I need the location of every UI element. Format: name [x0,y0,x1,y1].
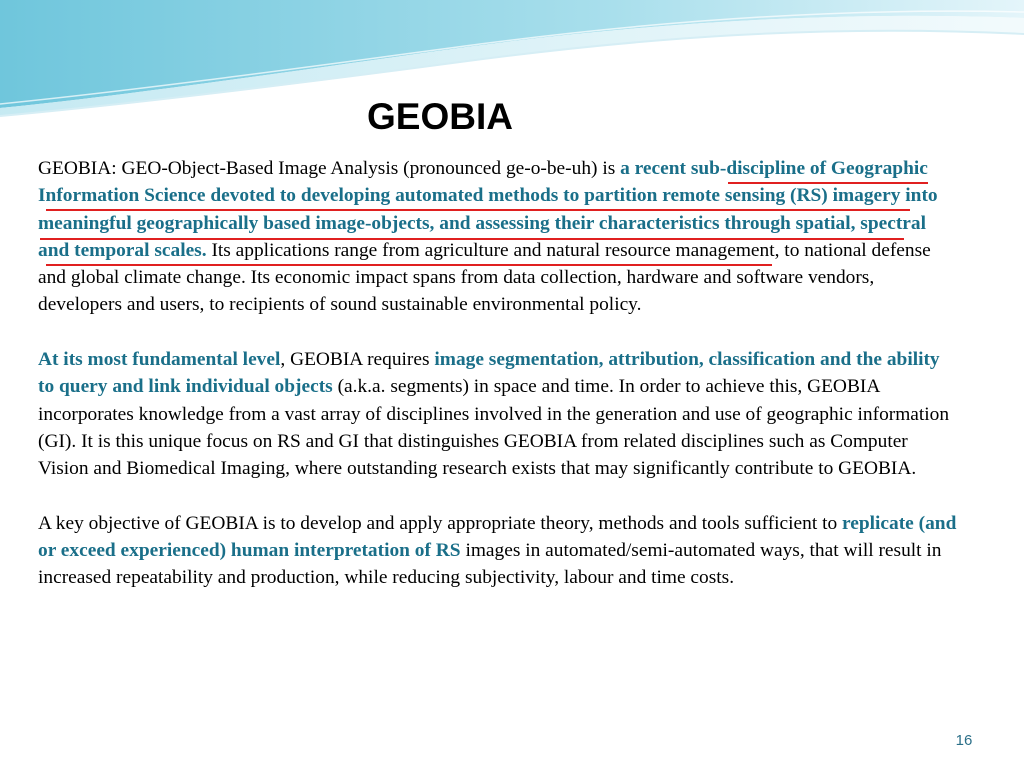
paragraph-1-highlight: a recent sub-discipline of Geographic Information Science devoted to developing automated methods to partition remote sensing (RS) imagery into meaningful geographically based image-objects, and assessing their characteristics through spatial, spectral and temporal scales. [38,158,938,261]
paragraph-3-text-b: images in automated/semi-automated ways, that will result in increased repeatability and production, while reducing subjectivity, labour and time costs. [38,540,942,589]
paragraph-2-highlight-a: At its most fundamental level [38,349,281,371]
slide-body [38,155,958,619]
red-underline-3 [40,238,904,240]
paragraph-3 [38,510,958,592]
paragraph-2-text-a: , GEOBIA requires [280,349,435,371]
paragraph-2 [38,346,958,482]
paragraph-1 [38,155,958,319]
slide-title: GEOBIA [367,96,513,137]
red-underline-2 [46,209,910,211]
paragraph-1-text-b: Its applications range from agriculture and natural resource management, to national defense and global climate change. Its economic impact spans from data collection, hardware and software vendors, developers and users, to recipients of sound sustainable environmental policy. [38,239,931,316]
red-underline-1 [728,182,928,184]
paragraph-3-text-a: A key objective of GEOBIA is to develop and apply appropriate theory, methods and tools sufficient to [38,512,842,534]
page-number: 16 [955,732,973,749]
paragraph-2-highlight-b: image segmentation, attribution, classification and the ability to query and link individual objects [38,349,940,398]
paragraph-2-text-b: (a.k.a. segments) in space and time. In order to achieve this, GEOBIA incorporates knowledge from a vast array of disciplines involved in the generation and use of geographic information (GI). It is this unique focus on RS and GI that distinguishes GEOBIA from related disciplines such as Computer Vision and Biomedical Imaging, where outstanding research exists that may significantly contribute to GEOBIA. [38,376,950,480]
red-underline-4 [46,264,772,266]
paragraph-1-text-a: GEOBIA: GEO-Object-Based Image Analysis (pronounced ge-o-be-uh) is [38,158,621,179]
paragraph-3-highlight: replicate (and or exceed experienced) human interpretation of RS [38,512,957,562]
